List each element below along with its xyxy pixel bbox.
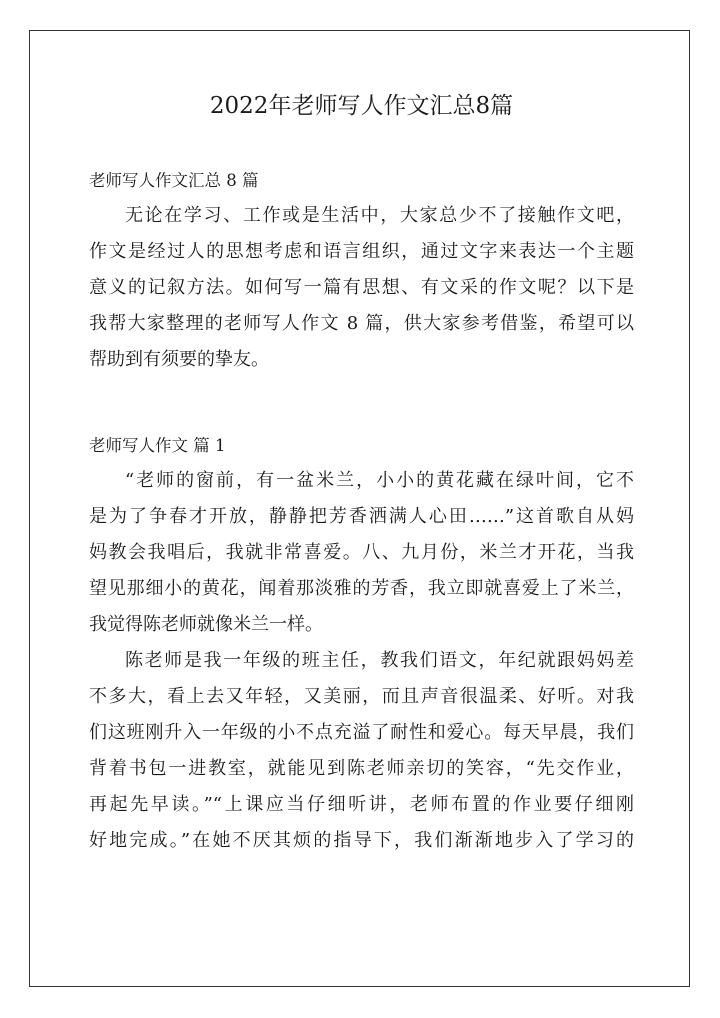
paragraph-line: 再起先早读。”“上课应当仔细听讲，老师布置的作业要仔细刚 — [89, 794, 634, 815]
section-heading: 老师写人作文汇总 8 篇 — [89, 171, 259, 190]
paragraph-line: 无论在学习、工作或是生活中，大家总少不了接触作文吧， — [125, 205, 634, 226]
paragraph-line: 背着书包一进教室，就能见到陈老师亲切的笑容，“先交作业， — [89, 758, 634, 779]
paragraph-line: 意义的记叙方法。如何写一篇有思想、有文采的作文呢？以下是 — [89, 277, 634, 298]
paragraph-line: 是为了争春才开放，静静把芳香洒满人心田……”这首歌自从妈 — [89, 506, 634, 527]
paragraph-line: 望见那细小的黄花，闻着那淡雅的芳香，我立即就喜爱上了米兰， — [89, 578, 634, 599]
paragraph-line: 作文是经过人的思想考虑和语言组织，通过文字来表达一个主题 — [89, 241, 634, 262]
document-title: 2022年老师写人作文汇总8篇 — [209, 93, 514, 119]
paragraph-line: 陈老师是我一年级的班主任，教我们语文，年纪就跟妈妈差 — [125, 650, 634, 671]
section-heading: 老师写人作文 篇 1 — [89, 436, 226, 455]
paragraph-line: 我觉得陈老师就像米兰一样。 — [89, 614, 323, 635]
paragraph-line: 不多大，看上去又年轻，又美丽，而且声音很温柔、好听。对我 — [89, 686, 634, 707]
paragraph-line: 好地完成。”在她不厌其烦的指导下，我们渐渐地步入了学习的 — [89, 830, 634, 851]
paragraph-line: 们这班刚升入一年级的小不点充溢了耐性和爱心。每天早晨，我们 — [89, 722, 634, 743]
paragraph-line: 妈教会我唱后，我就非常喜爱。八、九月份，米兰才开花，当我 — [89, 542, 634, 563]
paragraph-line: 我帮大家整理的老师写人作文 8 篇，供大家参考借鉴，希望可以 — [89, 313, 634, 334]
paragraph-line: “老师的窗前，有一盆米兰，小小的黄花藏在绿叶间，它不 — [125, 470, 634, 491]
paragraph-line: 帮助到有须要的挚友。 — [89, 349, 269, 370]
